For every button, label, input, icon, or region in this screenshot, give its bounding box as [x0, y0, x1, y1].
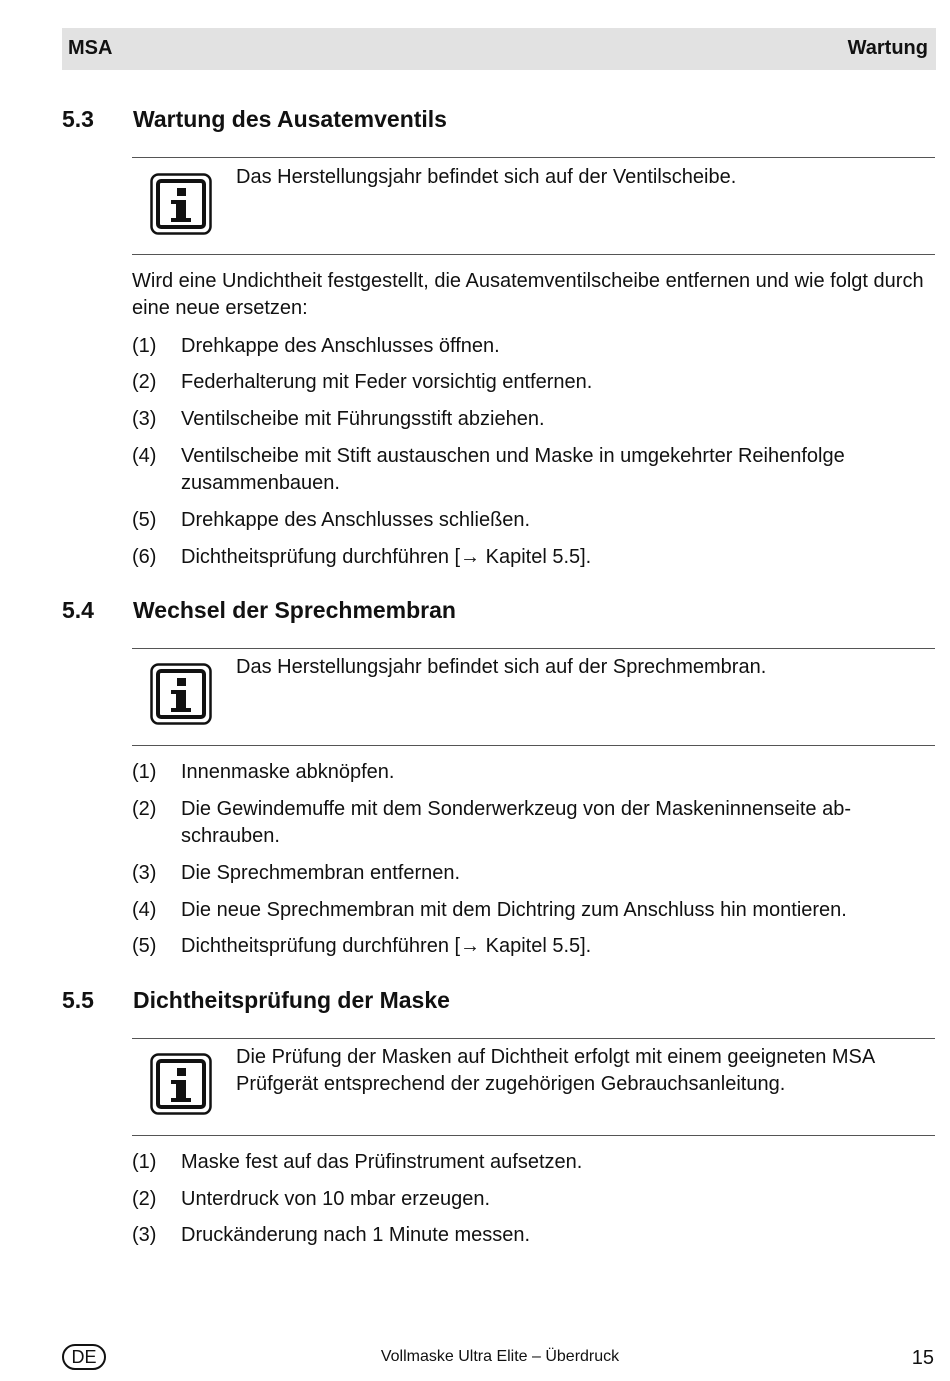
step-number: (3)	[132, 408, 157, 430]
header-chapter: Wartung	[847, 37, 928, 59]
note-text: Das Herstellungsjahr befindet sich auf der Sprechmembran.	[236, 656, 767, 678]
divider	[132, 157, 935, 158]
divider	[132, 1135, 935, 1136]
step-number: (6)	[132, 546, 157, 568]
section-heading: Wechsel der Sprechmembran	[133, 597, 456, 623]
step-text: Druckänderung nach 1 Minute messen.	[181, 1224, 531, 1246]
note-text: Das Herstellungsjahr befindet sich auf der Ventilscheibe.	[236, 166, 737, 188]
intro-paragraph: Wird eine Undichtheit festgestellt, die Ausatemventilscheibe entfernen und wie folgt durch eine neue ersetzen:	[132, 270, 924, 319]
step-text: Ventilscheibe mit Stift austauschen und Maske in umgekehrter Reihenfolge zusammenbauen.	[181, 445, 845, 494]
page-number: 15	[911, 1347, 934, 1369]
section-heading: Dichtheitsprüfung der Maske	[133, 987, 450, 1013]
section-number: 5.4	[62, 597, 94, 623]
section-heading: Wartung des Ausatemventils	[133, 106, 447, 132]
step-number: (5)	[132, 509, 157, 531]
step-text: Die neue Sprechmembran mit dem Dichtring zum Anschluss hin montieren.	[181, 899, 847, 921]
footer-title: Vollmaske Ultra Elite – Überdruck	[380, 1348, 620, 1365]
step-text: Ventilscheibe mit Führungsstift abziehen.	[181, 408, 545, 430]
step-number: (1)	[132, 335, 157, 357]
info-icon	[150, 663, 212, 725]
step-number: (1)	[132, 761, 157, 783]
info-icon	[150, 1053, 212, 1115]
step-text: Die Sprechmembran entfernen.	[181, 862, 461, 884]
step-number: (2)	[132, 371, 157, 393]
section-title-5-4	[62, 597, 456, 624]
section-number: 5.5	[62, 987, 94, 1013]
language-badge: DE	[62, 1344, 106, 1370]
step-number: (1)	[132, 1151, 157, 1173]
step-number: (5)	[132, 935, 157, 957]
divider	[132, 745, 935, 746]
step-text: Dichtheitsprüfung durchführen [→ Kapitel 5.5].	[181, 935, 592, 957]
step-text: Unterdruck von 10 mbar erzeugen.	[181, 1188, 491, 1210]
note-text: Die Prüfung der Masken auf Dichtheit erfolgt mit einem geeigneten MSA Prüfgerät entsprechend der zugehörigen Gebrauchsanleitung.	[236, 1046, 875, 1095]
step-number: (2)	[132, 798, 157, 820]
divider	[132, 254, 935, 255]
section-title-5-3	[62, 106, 447, 133]
step-number: (4)	[132, 899, 157, 921]
step-number: (3)	[132, 1224, 157, 1246]
step-number: (4)	[132, 445, 157, 467]
section-title-5-5	[62, 987, 450, 1014]
step-text: Innenmaske abknöpfen.	[181, 761, 395, 783]
step-text: Dichtheitsprüfung durchführen [→ Kapitel 5.5].	[181, 546, 592, 568]
info-icon	[150, 173, 212, 235]
section-number: 5.3	[62, 106, 94, 132]
divider	[132, 1038, 935, 1039]
step-text: Drehkappe des Anschlusses öffnen.	[181, 335, 500, 357]
step-text: Maske fest auf das Prüfinstrument aufsetzen.	[181, 1151, 583, 1173]
step-number: (3)	[132, 862, 157, 884]
step-text: Die Gewindemuffe mit dem Sonderwerkzeug von der Maskeninnenseite ab-schrauben.	[181, 798, 851, 847]
header-brand: MSA	[68, 37, 113, 59]
step-number: (2)	[132, 1188, 157, 1210]
step-text: Drehkappe des Anschlusses schließen.	[181, 509, 531, 531]
step-text: Federhalterung mit Feder vorsichtig entfernen.	[181, 371, 593, 393]
divider	[132, 648, 935, 649]
page-header	[62, 28, 936, 70]
